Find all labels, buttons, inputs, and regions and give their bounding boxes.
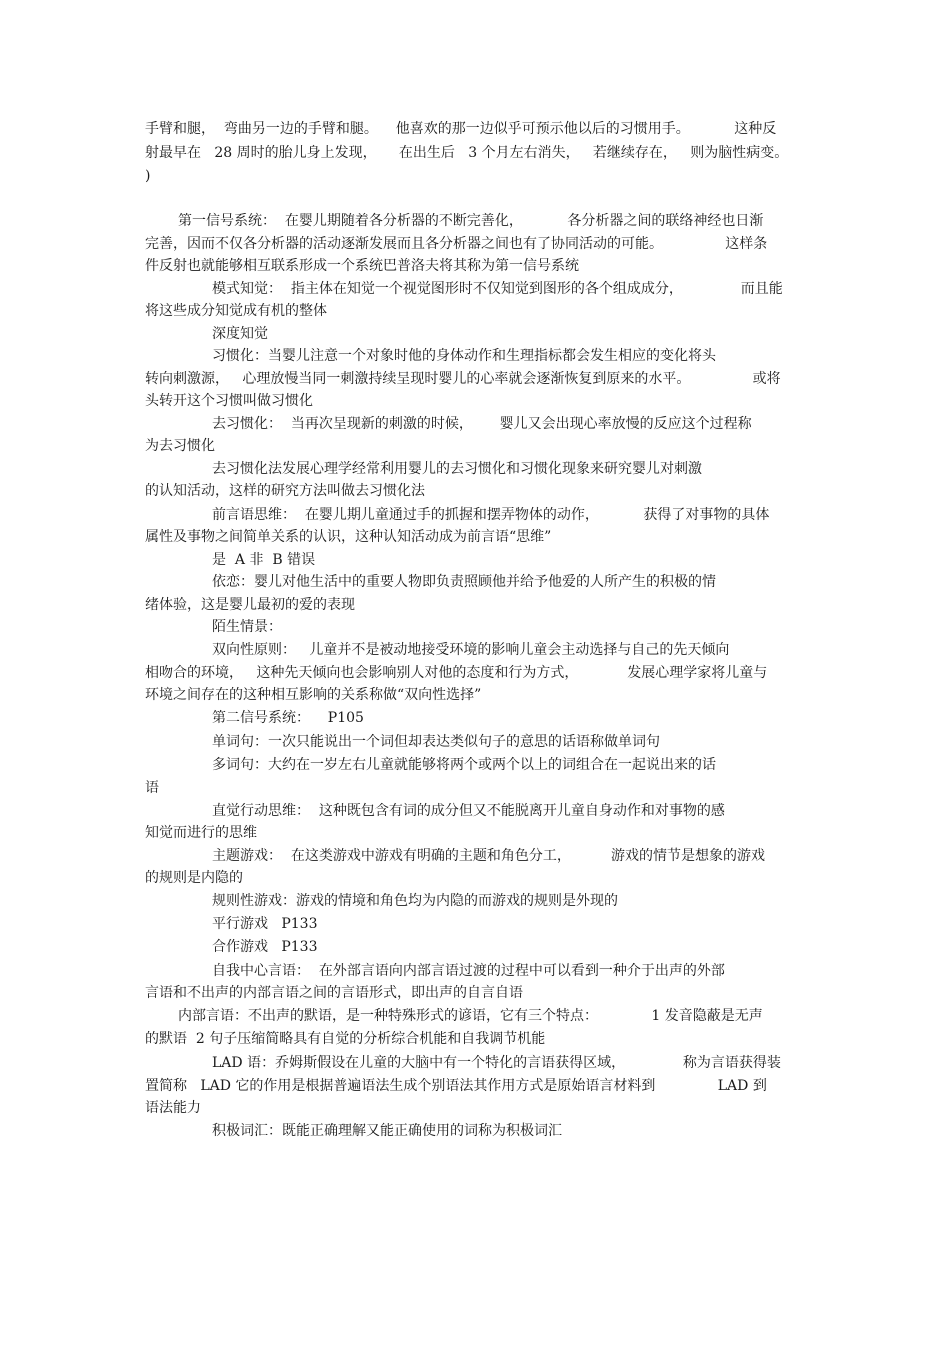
- text-line: 内部言语：不出声的默语，是一种特殊形式的谚语，它有三个特点： 1 发音隐蔽是无声: [178, 1008, 763, 1024]
- text-line: 深度知觉: [212, 326, 268, 342]
- text-line: 的规则是内隐的: [145, 870, 243, 886]
- text-line: 环境之间存在的这种相互影响的关系称做“双向性选择”: [145, 687, 482, 703]
- text-line: 属性及事物之间简单关系的认识，这种认知活动成为前言语“思维”: [145, 529, 552, 545]
- text-line: 多词句：大约在一岁左右儿童就能够将两个或两个以上的词组合在一起说出来的话: [212, 757, 716, 773]
- text-line: 平行游戏 P133: [212, 916, 318, 932]
- text-line: 件反射也就能够相互联系形成一个系统巴普洛夫将其称为第一信号系统: [145, 258, 579, 274]
- text-line: 积极词汇：既能正确理解又能正确使用的词称为积极词汇: [212, 1123, 562, 1139]
- text-line: 语法能力: [145, 1100, 201, 1116]
- text-line: 转向刺激源， 心理放慢当同一刺激持续呈现时婴儿的心率就会逐渐恢复到原来的水平。 或将: [145, 371, 781, 387]
- text-line: 完善，因而不仅各分析器的活动逐渐发展而且各分析器之间也有了协同活动的可能。 这样条: [145, 236, 768, 252]
- text-line: 语: [145, 780, 159, 796]
- text-line: 相吻合的环境， 这种先天倾向也会影响别人对他的态度和行为方式， 发展心理学家将儿童与: [145, 665, 768, 681]
- text-line: 头转开这个习惯叫做习惯化: [145, 393, 313, 409]
- text-line: 陌生情景：: [212, 619, 282, 635]
- text-line: 依恋：婴儿对他生活中的重要人物即负责照顾他并给予他爱的人所产生的积极的情: [212, 574, 716, 590]
- text-line: 是 A 非 B 错误: [212, 552, 316, 568]
- text-line: 的认知活动，这样的研究方法叫做去习惯化法: [145, 483, 425, 499]
- text-line: ): [145, 168, 151, 184]
- text-line: 单词句：一次只能说出一个词但却表达类似句子的意思的话语称做单词句: [212, 734, 660, 750]
- text-line: 模式知觉： 指主体在知觉一个视觉图形时不仅知觉到图形的各个组成成分， 而且能: [212, 281, 783, 297]
- text-line: 去习惯化： 当再次呈现新的刺激的时候， 婴儿又会出现心率放慢的反应这个过程称: [212, 416, 752, 432]
- text-line: 双向性原则： 儿童并不是被动地接受环境的影响儿童会主动选择与自己的先天倾向: [212, 642, 730, 658]
- text-line: 前言语思维： 在婴儿期儿童通过手的抓握和摆弄物体的动作， 获得了对事物的具体: [212, 507, 770, 523]
- text-line: 自我中心言语： 在外部言语向内部言语过渡的过程中可以看到一种介于出声的外部: [212, 963, 725, 979]
- text-line: 将这些成分知觉成有机的整体: [145, 303, 327, 319]
- text-line: 去习惯化法发展心理学经常利用婴儿的去习惯化和习惯化现象来研究婴儿对刺激: [212, 461, 702, 477]
- text-line: 手臂和腿， 弯曲另一边的手臂和腿。 他喜欢的那一边似乎可预示他以后的习惯用手。 这种反: [145, 121, 777, 137]
- text-line: 的默语 2 句子压缩简略具有自觉的分析综合机能和自我调节机能: [145, 1031, 546, 1047]
- text-line: 合作游戏 P133: [212, 939, 318, 955]
- text-line: 为去习惯化: [145, 438, 215, 454]
- text-line: LAD 语：乔姆斯假设在儿童的大脑中有一个特化的言语获得区域， 称为言语获得装: [212, 1055, 781, 1071]
- text-line: 射最早在 28 周时的胎儿身上发现， 在出生后 3 个月左右消失， 若继续存在， 则为脑性病变。: [145, 145, 789, 161]
- text-line: 言语和不出声的内部言语之间的言语形式，即出声的自言自语: [145, 985, 523, 1001]
- text-line: 第一信号系统： 在婴儿期随着各分析器的不断完善化， 各分析器之间的联络神经也日渐: [178, 213, 764, 229]
- text-line: 置简称 LAD 它的作用是根据普遍语法生成个别语法其作用方式是原始语言材料到 LAD 到: [145, 1078, 767, 1094]
- text-line: 知觉而进行的思维: [145, 825, 257, 841]
- text-line: 第二信号系统： P105: [212, 710, 364, 726]
- text-line: 主题游戏： 在这类游戏中游戏有明确的主题和角色分工， 游戏的情节是想象的游戏: [212, 848, 765, 864]
- text-line: 规则性游戏：游戏的情境和角色均为内隐的而游戏的规则是外现的: [212, 893, 618, 909]
- text-line: 绪体验，这是婴儿最初的爱的表现: [145, 597, 355, 613]
- text-line: 直觉行动思维： 这种既包含有词的成分但又不能脱离开儿童自身动作和对事物的感: [212, 803, 725, 819]
- text-line: 习惯化：当婴儿注意一个对象时他的身体动作和生理指标都会发生相应的变化将头: [212, 348, 716, 364]
